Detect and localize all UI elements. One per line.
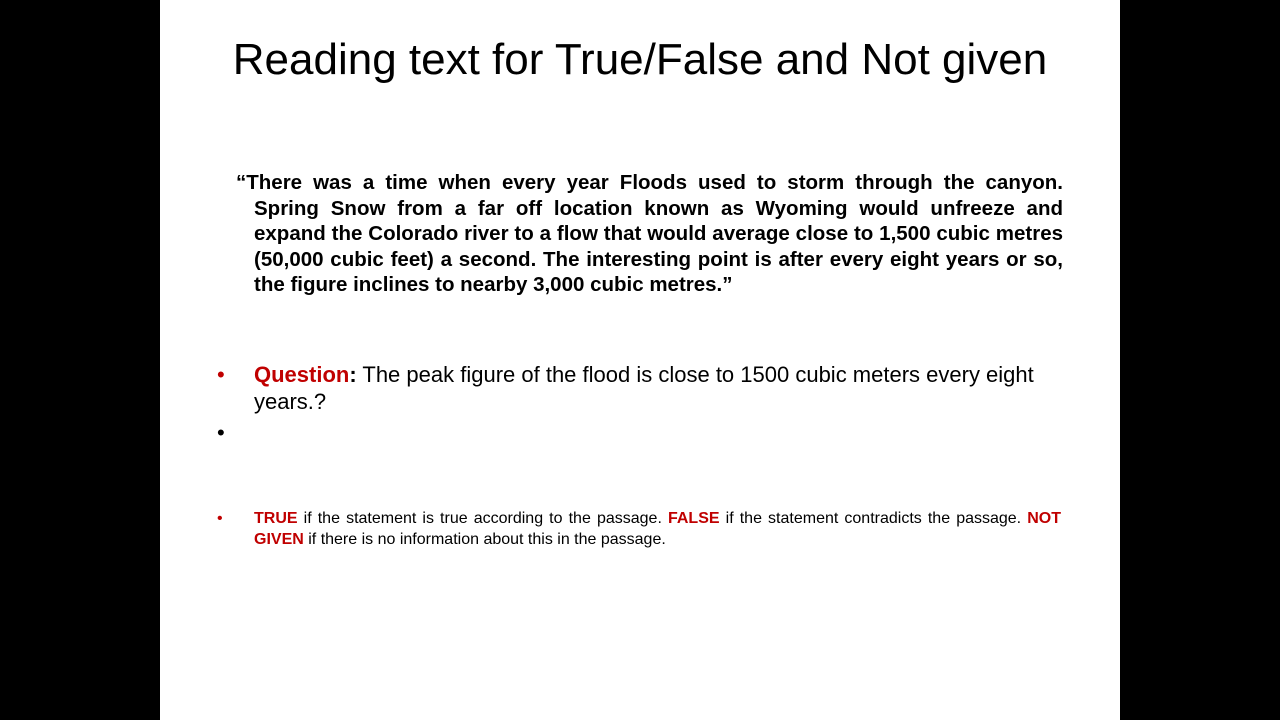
passage-text: “There was a time when every year Floods used to storm through the canyon. Spring Snow from a far off location known as Wyoming would unfreeze and expand the Colorado river to a flow that would average close to 1,500 cubic metres (50,000 cubic feet) a second. The interesting point is after every eight years or so, the figure inclines to nearby 3,000 cubic metres.” [236, 171, 1063, 296]
question-colon: : [349, 362, 357, 387]
answer-key-note [254, 508, 1061, 550]
slide-title: Reading text for True/False and Not given [232, 35, 1048, 84]
question-item [254, 361, 1069, 415]
question-label: Question [254, 362, 350, 387]
question-text: The peak figure of the flood is close to 1500 cubic meters every eight years.? [254, 362, 1034, 414]
slide [160, 0, 1120, 720]
empty-bullet: • [217, 420, 225, 445]
true-label: TRUE [254, 510, 298, 527]
false-description: if the statement contradicts the passage. [719, 510, 1028, 527]
false-label: FALSE [667, 510, 720, 527]
note-bullet: • [217, 510, 223, 527]
true-description: if the statement is true according to the passage. [297, 510, 668, 527]
question-bullet: • [217, 362, 225, 387]
not-given-description: if there is no information about this in the passage. [303, 531, 666, 548]
not-given-label: NOT GIVEN [254, 510, 1061, 548]
